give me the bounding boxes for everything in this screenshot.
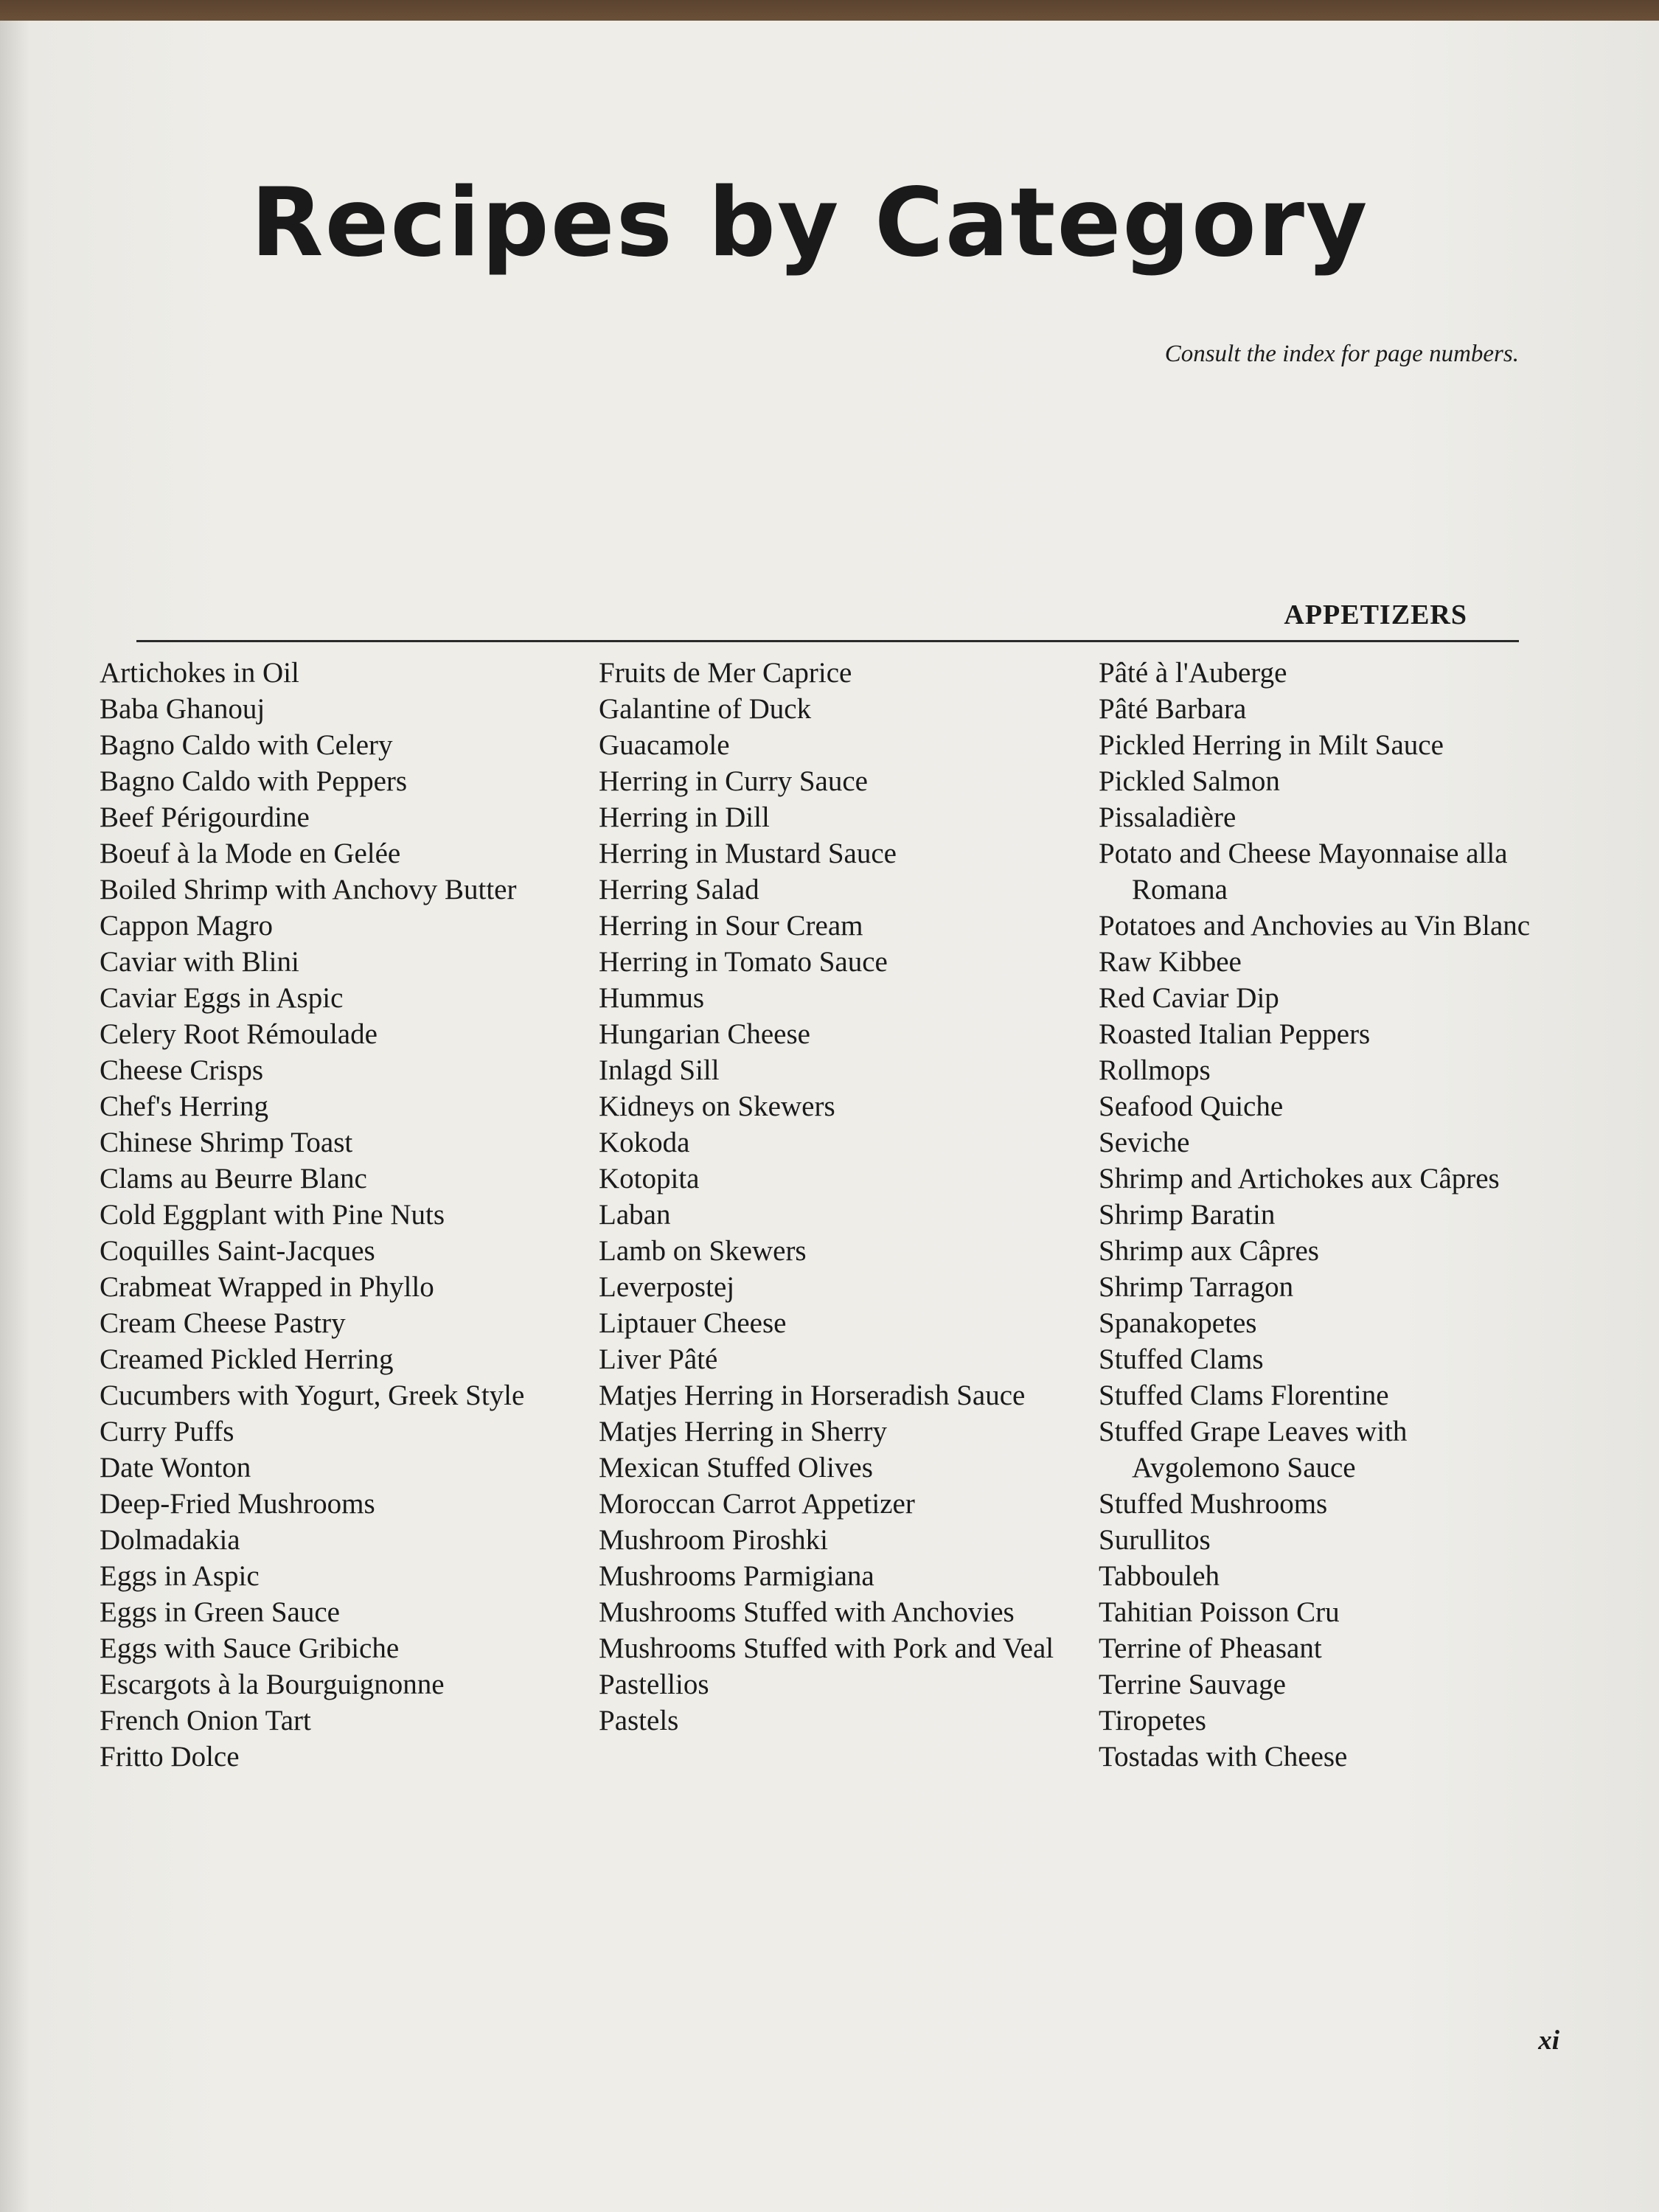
page-number: xi [1538, 2025, 1559, 2056]
recipe-item: Roasted Italian Peppers [1099, 1018, 1371, 1050]
recipe-item: Dolmadakia [100, 1524, 240, 1556]
recipe-item: Kokoda [599, 1127, 690, 1158]
recipe-item: Coquilles Saint-Jacques [100, 1235, 375, 1267]
recipe-column-2 [599, 655, 1067, 1739]
recipe-column-3 [1099, 655, 1552, 1775]
recipe-item: Galantine of Duck [599, 693, 812, 725]
recipe-item: Pâté à l'Auberge [1099, 657, 1287, 689]
recipe-item: Cappon Magro [100, 910, 274, 942]
recipe-item: Herring in Sour Cream [599, 910, 863, 942]
recipe-item: Herring in Dill [599, 801, 770, 833]
recipe-item: Liptauer Cheese [599, 1307, 787, 1339]
recipe-item: Stuffed Mushrooms [1099, 1488, 1328, 1520]
recipe-item: Fruits de Mer Caprice [599, 657, 852, 689]
recipe-item: Mushroom Piroshki [599, 1524, 828, 1556]
recipe-item: Tabbouleh [1099, 1560, 1220, 1592]
recipe-item: Kidneys on Skewers [599, 1091, 835, 1122]
recipe-item: Bagno Caldo with Celery [100, 729, 393, 761]
recipe-item: Tostadas with Cheese [1099, 1741, 1348, 1773]
recipe-item: Leverpostej [599, 1271, 735, 1303]
page-title: Recipes by Category [251, 168, 1369, 278]
recipe-item: Clams au Beurre Blanc [100, 1163, 367, 1194]
recipe-item: Creamed Pickled Herring [100, 1343, 394, 1375]
recipe-item: Celery Root Rémoulade [100, 1018, 378, 1050]
recipe-item: Red Caviar Dip [1099, 982, 1279, 1014]
recipe-item: Liver Pâté [599, 1343, 718, 1375]
recipe-item: Shrimp Baratin [1099, 1199, 1276, 1231]
recipe-column-1 [100, 655, 571, 1775]
recipe-item: Mushrooms Stuffed with Anchovies [599, 1596, 1015, 1628]
page-subtitle: Consult the index for page numbers. [1164, 341, 1519, 367]
recipe-item: Cucumbers with Yogurt, Greek Style [100, 1380, 525, 1411]
recipe-item: Herring Salad [599, 874, 759, 905]
recipe-item: Shrimp aux Câpres [1099, 1235, 1319, 1267]
recipe-item: Kotopita [599, 1163, 700, 1194]
recipe-item: Herring in Mustard Sauce [599, 838, 897, 869]
recipe-item: Lamb on Skewers [599, 1235, 807, 1267]
recipe-item: Eggs in Aspic [100, 1560, 260, 1592]
recipe-item: Tahitian Poisson Cru [1099, 1596, 1340, 1628]
recipe-item: Pastels [599, 1705, 679, 1736]
recipe-item: Seafood Quiche [1099, 1091, 1284, 1122]
recipe-item: Chinese Shrimp Toast [100, 1127, 353, 1158]
recipe-item: Guacamole [599, 729, 730, 761]
recipe-item: Caviar Eggs in Aspic [100, 982, 344, 1014]
recipe-item: Eggs in Green Sauce [100, 1596, 340, 1628]
recipe-item: Deep-Fried Mushrooms [100, 1488, 375, 1520]
recipe-item: Bagno Caldo with Peppers [100, 765, 408, 797]
recipe-item: Fritto Dolce [100, 1741, 240, 1773]
recipe-item: Laban [599, 1199, 671, 1231]
recipe-item: Baba Ghanouj [100, 693, 265, 725]
recipe-item: Herring in Tomato Sauce [599, 946, 888, 978]
recipe-item: Surullitos [1099, 1524, 1211, 1556]
recipe-item: Pastellios [599, 1669, 709, 1700]
recipe-item: Pissaladière [1099, 801, 1237, 833]
recipe-item: Pickled Salmon [1099, 765, 1280, 797]
recipe-item: Hungarian Cheese [599, 1018, 810, 1050]
section-heading: APPETIZERS [1284, 599, 1467, 630]
recipe-item: Terrine of Pheasant [1099, 1632, 1322, 1664]
recipe-item: Potatoes and Anchovies au Vin Blanc [1099, 910, 1531, 942]
recipe-item: French Onion Tart [100, 1705, 311, 1736]
recipe-item: Mexican Stuffed Olives [599, 1452, 873, 1484]
section-divider [136, 640, 1519, 642]
recipe-item: Hummus [599, 982, 705, 1014]
recipe-item: Shrimp and Artichokes aux Câpres [1099, 1163, 1500, 1194]
recipe-item: Moroccan Carrot Appetizer [599, 1488, 915, 1520]
recipe-item: Terrine Sauvage [1099, 1669, 1286, 1700]
recipe-item: Spanakopetes [1099, 1307, 1257, 1339]
recipe-item: Curry Puffs [100, 1416, 234, 1447]
recipe-item: Herring in Curry Sauce [599, 765, 868, 797]
recipe-item: Stuffed Grape Leaves with Avgolemono Sauce [1099, 1416, 1408, 1484]
recipe-item: Inlagd Sill [599, 1054, 720, 1086]
recipe-item: Mushrooms Stuffed with Pork and Veal [599, 1632, 1054, 1664]
recipe-item: Pickled Herring in Milt Sauce [1099, 729, 1444, 761]
recipe-item: Rollmops [1099, 1054, 1211, 1086]
recipe-item: Cheese Crisps [100, 1054, 264, 1086]
recipe-item: Seviche [1099, 1127, 1190, 1158]
recipe-item: Cold Eggplant with Pine Nuts [100, 1199, 445, 1231]
recipe-item: Mushrooms Parmigiana [599, 1560, 874, 1592]
recipe-item: Escargots à la Bourguignonne [100, 1669, 445, 1700]
recipe-item: Pâté Barbara [1099, 693, 1247, 725]
recipe-item: Matjes Herring in Sherry [599, 1416, 887, 1447]
recipe-item: Stuffed Clams Florentine [1099, 1380, 1389, 1411]
recipe-item: Crabmeat Wrapped in Phyllo [100, 1271, 434, 1303]
recipe-item: Tiropetes [1099, 1705, 1206, 1736]
recipe-item: Matjes Herring in Horseradish Sauce [599, 1380, 1026, 1411]
recipe-item: Shrimp Tarragon [1099, 1271, 1294, 1303]
recipe-item: Caviar with Blini [100, 946, 299, 978]
recipe-item: Cream Cheese Pastry [100, 1307, 346, 1339]
recipe-item: Chef's Herring [100, 1091, 269, 1122]
recipe-item: Raw Kibbee [1099, 946, 1242, 978]
recipe-item: Boiled Shrimp with Anchovy Butter [100, 874, 517, 905]
recipe-item: Potato and Cheese Mayonnaise alla Romana [1099, 838, 1508, 905]
recipe-item: Date Wonton [100, 1452, 251, 1484]
recipe-item: Boeuf à la Mode en Gelée [100, 838, 401, 869]
recipe-item: Stuffed Clams [1099, 1343, 1264, 1375]
recipe-item: Beef Périgourdine [100, 801, 310, 833]
recipe-item: Eggs with Sauce Gribiche [100, 1632, 400, 1664]
recipe-item: Artichokes in Oil [100, 657, 299, 689]
